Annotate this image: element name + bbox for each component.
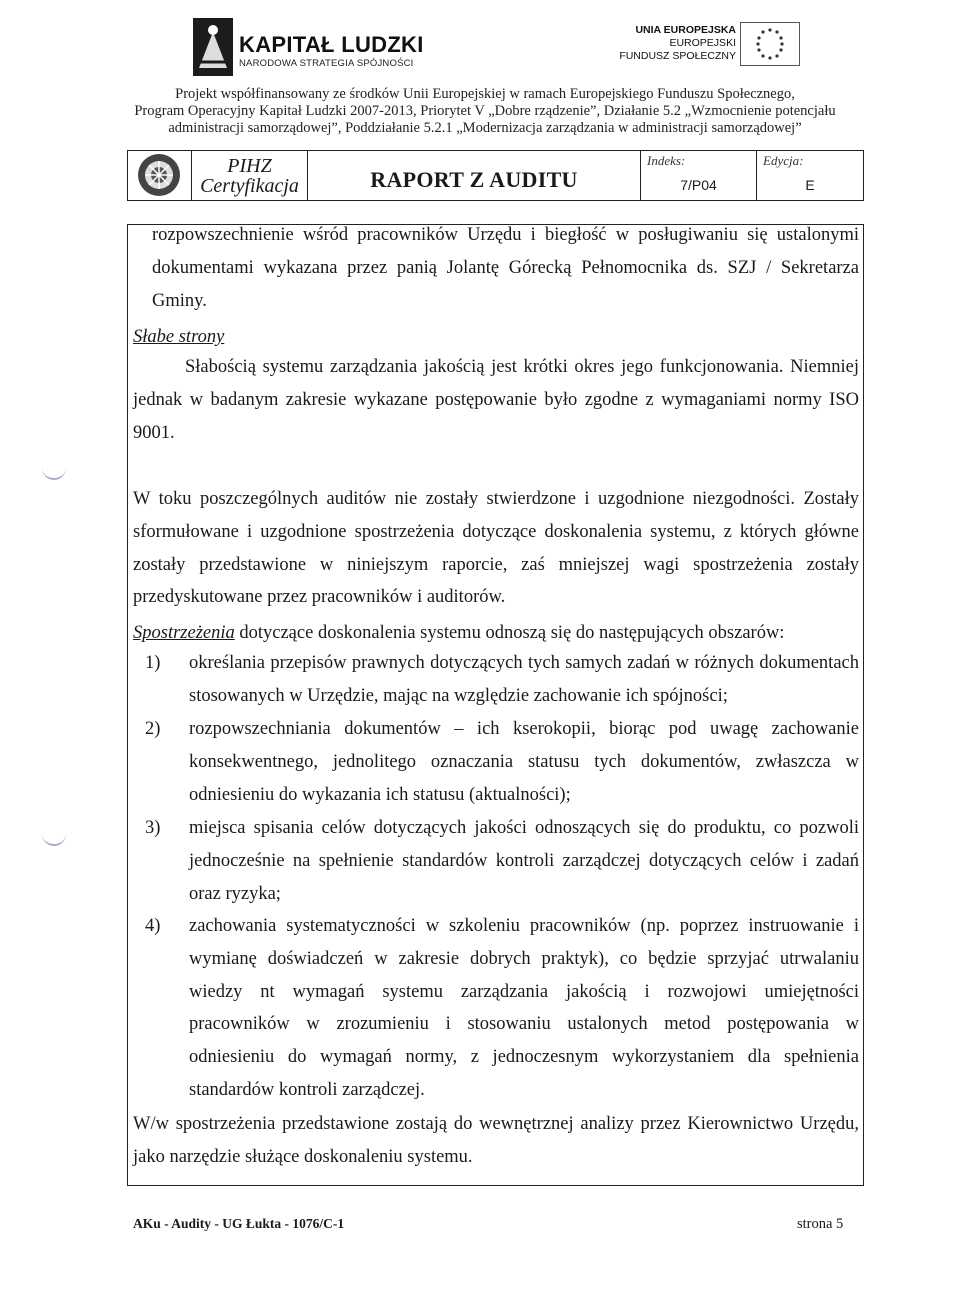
text-line: Słabością systemu zarządzania jakością jest krótki okres jego funkcjonowania. Niemniej	[185, 357, 859, 377]
pihz-label: PIHZ	[227, 155, 272, 177]
project-line: Program Operacyjny Kapitał Ludzki 2007-2013, Priorytet V „Dobre rządzenie”, Działanie 5.2 „Wzmocnienie potencjału	[134, 103, 836, 119]
paragraph-weak-points	[133, 351, 859, 449]
list-number: 1)	[145, 653, 161, 673]
list-item	[189, 647, 859, 713]
paragraph-strengths-continued	[133, 219, 859, 317]
list-item	[189, 812, 859, 910]
project-statement	[130, 86, 840, 137]
text-line: rozpowszechniania dokumentów – ich kserokopii, biorąc pod uwagę zachowanie	[189, 719, 859, 739]
certyfikacja-label: Certyfikacja	[200, 175, 299, 197]
footer-page-number: strona 5	[797, 1216, 844, 1232]
edition-value: E	[805, 177, 815, 193]
paragraph-findings	[133, 483, 859, 614]
list-number: 3)	[145, 818, 161, 838]
pihz-seal-icon	[128, 151, 190, 199]
text-line: wiedzy nt wymagań systemu zarządzania jakością i rozwojowi umiejętności	[189, 981, 859, 1002]
project-line: administracji samorządowej”, Poddziałanie 5.2.1 „Modernizacja zarządzania w administracji samorządowej”	[168, 120, 802, 136]
title-cell	[308, 151, 641, 200]
index-label: Indeks:	[647, 153, 686, 168]
text-line: przedyskutowane przez pracowników i auditorów.	[133, 587, 506, 608]
text-line: wymianę doświadczeń w zakresie dobrych praktyk), co będzie sprzyjać utrwalaniu	[189, 948, 859, 969]
text-line: zachowania systematyczności w szkoleniu pracowników (np. poprzez instruowanie i	[189, 916, 859, 936]
eu-line-2: EUROPEJSKI	[669, 37, 736, 49]
text-line: zostały przedstawione w niniejszym raporcie, zaś mniejszej wagi spostrzeżenia zostały	[133, 554, 859, 575]
text-line: W/w spostrzeżenia przedstawione zostają do wewnętrznej analizy przez Kierownictwo Urzędu,	[133, 1114, 859, 1134]
text-line: określania przepisów prawnych dotyczących tych samych zadań w różnych dokumentach	[189, 653, 859, 673]
project-line: Projekt współfinansowany ze środków Unii Europejskiej w ramach Europejskiego Funduszu Społecznego,	[175, 86, 795, 102]
report-title: RAPORT Z AUDITU	[370, 167, 578, 192]
punch-hole-mark-icon	[42, 830, 66, 846]
eu-logo-text	[619, 24, 736, 63]
text-line: odniesieniu do wymagań normy, z jednoczesnym wykorzystaniem dla spełnienia	[189, 1047, 859, 1068]
observations-heading: Spostrzeżenia	[133, 623, 235, 643]
list-item	[189, 910, 859, 1107]
text-line: odniesieniu do wykazania ich statusu (aktualności);	[189, 784, 571, 805]
text-line: jednak w badanym zakresie wykazane postępowanie było zgodne z wymaganiami normy ISO	[133, 389, 859, 410]
text-line: jednocześnie na spełnienie standardów kontroli zarządczej dotyczących celów i zadań	[189, 850, 859, 871]
text-line: pracowników w zrozumieniu i stosowaniu ustalonych metod postępowania w	[189, 1014, 859, 1035]
text-line: 9001.	[133, 422, 175, 443]
text-line: standardów kontroli zarządczej.	[189, 1079, 425, 1100]
list-item	[189, 713, 859, 811]
text-line: konsekwentnego, jednolitego oznaczania statusu tych dokumentów, zwłaszcza w	[189, 751, 859, 772]
list-number: 2)	[145, 719, 161, 739]
weak-points-heading-row	[133, 321, 859, 354]
index-value: 7/P04	[680, 177, 717, 193]
report-header-table	[127, 150, 864, 201]
eu-line-3: FUNDUSZ SPOŁECZNY	[619, 50, 736, 62]
list-number: 4)	[145, 916, 161, 936]
text-line: jako narzędzie służące doskonaleniu systemu.	[133, 1146, 473, 1167]
footer-document-id: AKu - Audity - UG Łukta - 1076/C-1	[133, 1216, 345, 1231]
text-line: sformułowane i uzgodnione spostrzeżenia dotyczące doskonalenia systemu, z których główne	[133, 521, 859, 542]
text-line: Gminy.	[152, 290, 207, 311]
text-line: W toku poszczególnych auditów nie zostały stwierdzone i uzgodnione niezgodności. Zostały	[133, 489, 859, 509]
text-line: oraz ryzyka;	[189, 883, 281, 904]
punch-hole-mark-icon	[42, 464, 66, 480]
edition-cell	[757, 151, 863, 200]
kapital-ludzki-logo	[193, 18, 443, 76]
pihz-cell	[192, 151, 308, 200]
observations-intro-text: dotyczące doskonalenia systemu odnoszą się do następujących obszarów:	[234, 623, 785, 643]
text-line: dokumentami wykazana przez panią Jolantę Górecką Pełnomocnika ds. SZJ / Sekretarza	[152, 257, 859, 278]
weak-points-heading: Słabe strony	[133, 327, 225, 347]
observations-intro	[133, 617, 859, 650]
pihz-seal-cell	[128, 151, 192, 200]
text-line: rozpowszechnienie wśród pracowników Urzędu i biegłość w posługiwaniu się ustalonymi	[152, 225, 859, 245]
kapital-ludzki-title: KAPITAŁ LUDZKI	[239, 32, 424, 57]
kapital-ludzki-mark-icon	[193, 18, 233, 76]
text-line: miejsca spisania celów dotyczących jakości odnoszących się do produktu, co pozwoli	[189, 818, 859, 838]
eu-stars-flag-icon	[740, 22, 800, 66]
index-cell	[641, 151, 757, 200]
kapital-ludzki-subtitle: NARODOWA STRATEGIA SPÓJNOŚCI	[239, 58, 414, 69]
eu-logo	[610, 22, 800, 70]
text-line: stosowanych w Urzędzie, mając na względzie zachowanie ich spójności;	[189, 685, 728, 706]
eu-line-1: UNIA EUROPEJSKA	[635, 24, 736, 36]
paragraph-closing	[133, 1108, 859, 1174]
edition-label: Edycja:	[763, 153, 804, 168]
